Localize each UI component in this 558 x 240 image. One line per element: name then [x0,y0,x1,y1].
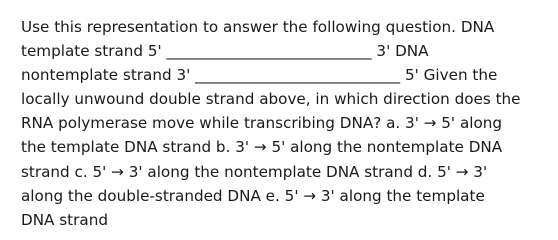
question-text: Use this representation to answer the following question. DNA template strand 5' ___________________________ 3' DNA nontemplate strand 3' ___________________________ 5' Given the locally unwound double strand above, in which direction does the RNA polymerase move while transcribing DNA? a. 3' → 5' along the template DNA strand b. 3' → 5' along the nontemplate DNA strand c. 5' → 3' along the nontemplate DNA strand d. 5' → 3' along the double-stranded DNA e. 5' → 3' along the template DNA strand [21,18,521,229]
